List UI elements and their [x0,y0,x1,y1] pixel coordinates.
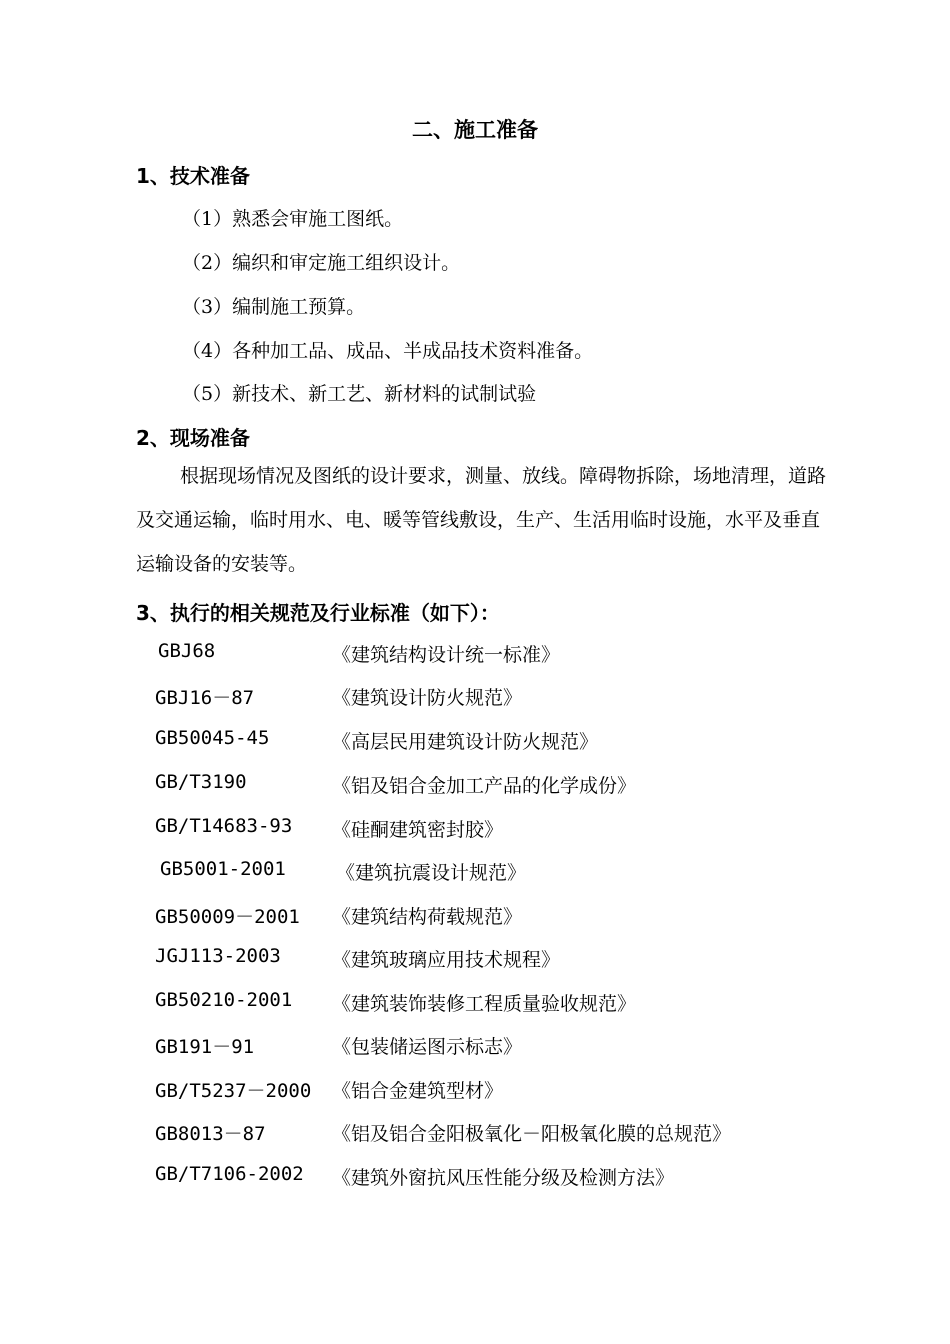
standard-name: 《建筑结构设计统一标准》 [332,644,561,666]
section-heading-technical: 1、技术准备 [136,164,250,188]
standard-name: 《铝合金建筑型材》 [332,1080,504,1102]
site-preparation-paragraph [136,454,826,586]
standard-code: GB191－91 [155,1036,255,1058]
list-item: （2）编织和审定施工组织设计。 [182,252,461,274]
standard-code: GB/T7106-2002 [155,1163,304,1185]
standard-name: 《建筑结构荷载规范》 [332,906,523,928]
standard-name: 《包装储运图示标志》 [332,1036,523,1058]
standard-name: 《铝及铝合金加工产品的化学成份》 [332,775,637,797]
standard-name: 《高层民用建筑设计防火规范》 [332,731,599,753]
standard-code: JGJ113-2003 [155,945,281,967]
standard-code: GB/T5237－2000 [155,1080,312,1102]
list-item: （5）新技术、新工艺、新材料的试制试验 [182,383,537,405]
standard-name: 《建筑装饰装修工程质量验收规范》 [332,993,637,1015]
standard-code: GBJ16－87 [155,687,255,709]
standard-name: 《建筑外窗抗风压性能分级及检测方法》 [332,1167,675,1189]
standard-name: 《铝及铝合金阳极氧化－阳极氧化膜的总规范》 [332,1123,732,1145]
standard-code: GB50009－2001 [155,906,300,928]
page-title: 二、施工准备 [412,118,538,142]
section-heading-standards: 3、执行的相关规范及行业标准（如下）： [136,601,500,625]
standard-name: 《硅酮建筑密封胶》 [332,819,504,841]
standard-code: GB5001-2001 [160,858,286,880]
standard-code: GB50210-2001 [155,989,293,1011]
section-heading-site: 2、现场准备 [136,426,250,450]
list-item: （4）各种加工品、成品、半成品技术资料准备。 [182,340,594,362]
standard-code: GB8013－87 [155,1123,266,1145]
list-item: （3）编制施工预算。 [182,296,366,318]
standard-code: GB50045-45 [155,727,270,749]
list-item: （1）熟悉会审施工图纸。 [182,208,404,230]
standard-name: 《建筑设计防火规范》 [332,687,523,709]
standard-code: GB/T3190 [155,771,247,793]
paragraph-text: 根据现场情况及图纸的设计要求，测量、放线。障碍物拆除，场地清理，道路及交通运输，临时用水、电、暖等管线敷设，生产、生活用临时设施，水平及垂直运输设备的安装等。 [136,465,827,575]
standard-name: 《建筑玻璃应用技术规程》 [332,949,561,971]
standard-code: GBJ68 [158,640,216,662]
standard-name: 《建筑抗震设计规范》 [336,862,527,884]
standard-code: GB/T14683-93 [155,815,293,837]
